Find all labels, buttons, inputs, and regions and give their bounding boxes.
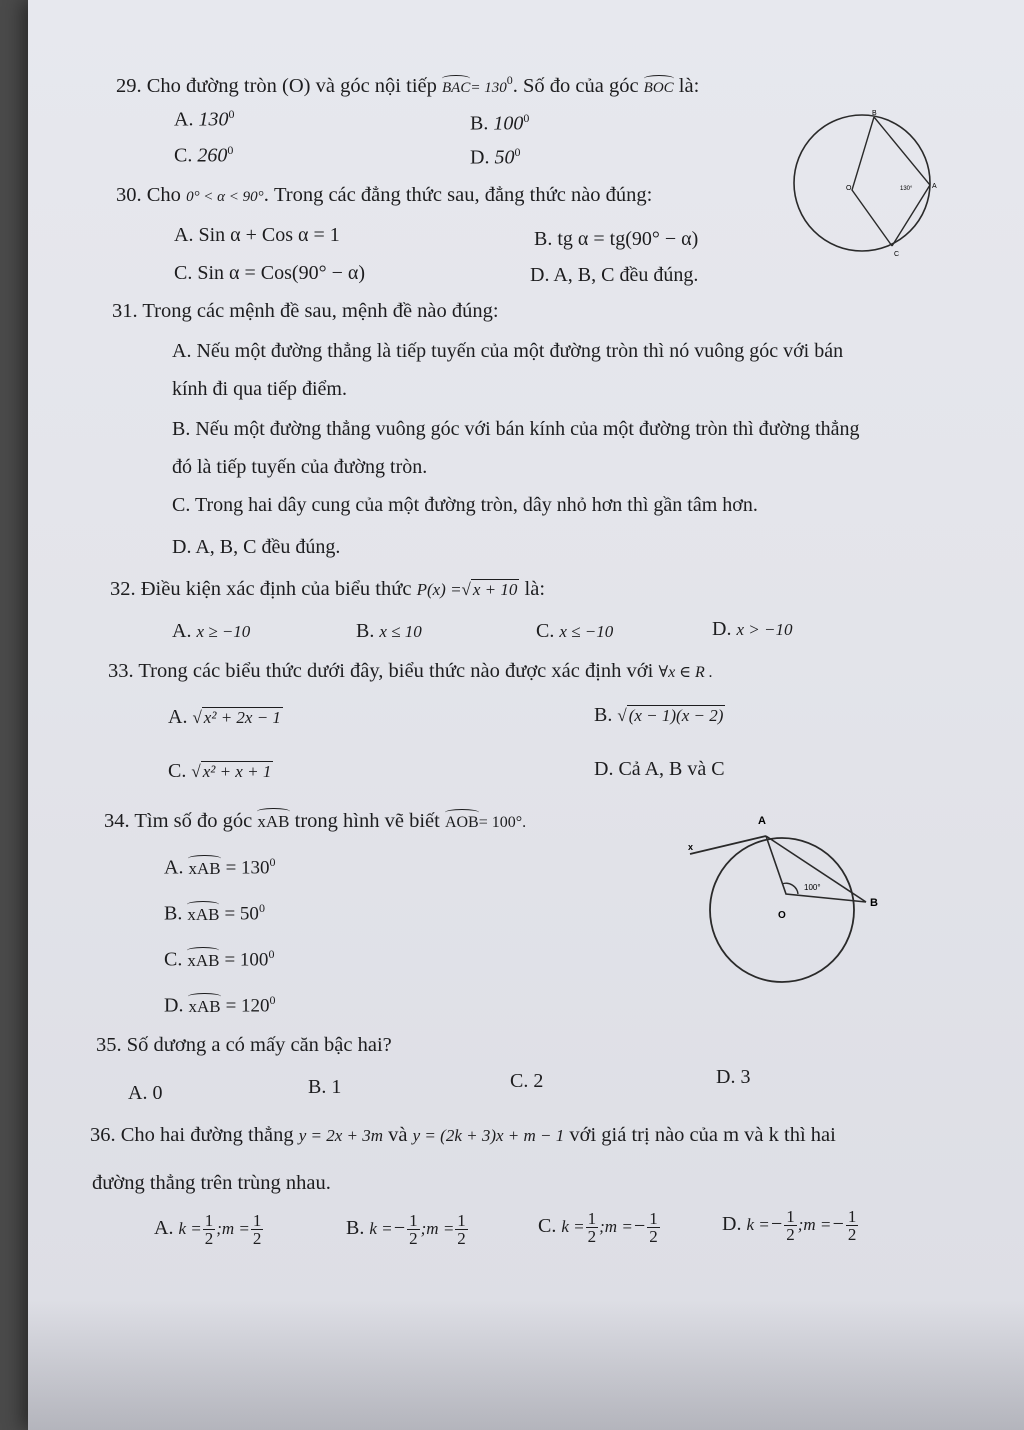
q34-stem-b: trong hình vẽ biết (294, 810, 440, 832)
q34-c-label: C. (164, 948, 183, 971)
q36-b-k-frac (407, 1212, 420, 1247)
q30-option-d (530, 264, 698, 286)
q33-condition: ∀x ∈ R . (658, 664, 713, 681)
q36-d-m-num: 1 (847, 1207, 857, 1226)
q36-b-k-den: 2 (409, 1229, 418, 1248)
q29-b-deg: 0 (523, 111, 530, 125)
q32-d-value: x > −10 (736, 620, 793, 639)
q29-a-deg: 0 (228, 107, 235, 121)
q34-option-d (164, 994, 276, 1018)
q31-line-c: C. Trong hai dây cung của một đường tròn, dây nhỏ hơn thì gần tâm hơn. (172, 494, 758, 516)
q34-angle-label: 100° (804, 883, 821, 892)
q36-d-m-sign: − (831, 1213, 845, 1236)
q34-tangent-xa (690, 836, 766, 854)
q29-option-c (174, 144, 233, 167)
q33-option-d (594, 758, 725, 780)
q33-option-a (168, 706, 283, 728)
q36-a-label: A. (154, 1217, 174, 1240)
q36-c-m-num: 1 (649, 1209, 658, 1228)
q34-d-angle: xAB (188, 996, 221, 1016)
q34-label-a: A (758, 815, 766, 827)
q36-b-m-num: 1 (457, 1211, 466, 1230)
q36-c-m: ;m = (599, 1217, 633, 1237)
q29-circle (794, 115, 930, 251)
q36-b-m-den: 2 (457, 1229, 466, 1248)
q33-a-label: A. (168, 706, 188, 728)
q36-eq2: y = (2k + 3)x + m − 1 (412, 1126, 565, 1145)
q36-d-m-den: 2 (847, 1225, 857, 1244)
q30-b-value: tg α = tg(90° − α) (557, 228, 699, 250)
q36-option-b (346, 1212, 469, 1247)
q29-label-o: O (846, 185, 852, 192)
q32-option-b (356, 620, 422, 642)
q34-d-deg: 0 (269, 993, 276, 1007)
q30-condition: 0° < α < 90° (186, 189, 264, 205)
q34-b-angle: xAB (187, 904, 220, 924)
q36-a-m-num: 1 (252, 1211, 262, 1230)
q33-b-sqrt: √ (x − 1)(x − 2) (617, 706, 724, 725)
q36-c-k-den: 2 (587, 1227, 597, 1246)
q35-b-label: B. (308, 1076, 327, 1098)
q29-label-b: B (872, 110, 877, 117)
q36-stem-text: 36. Cho hai đường thẳng (90, 1124, 294, 1146)
q29-stem-c: là: (678, 74, 700, 97)
q32-radicand: x + 10 (472, 580, 518, 599)
q29-stem-text: 29. Cho đường tròn (O) và góc nội tiếp (116, 74, 437, 97)
q36-stem-c: với giá trị nào của m và k thì hai (569, 1124, 836, 1146)
q34-d-value: = 120 (225, 995, 270, 1017)
q34-eq: = 100°. (478, 814, 527, 831)
q30-d-value: A, B, C đều đúng. (553, 264, 699, 286)
q29-option-d (470, 146, 520, 169)
q29-d-value: 50 (494, 146, 515, 169)
q30-option-a (174, 224, 340, 246)
q29-d-label: D. (470, 146, 490, 169)
q29-option-b (470, 112, 529, 135)
q29-option-a (174, 108, 234, 131)
q36-d-k-num: 1 (786, 1207, 795, 1226)
q32-d-label: D. (712, 618, 732, 640)
q34-c-value: = 100 (224, 949, 269, 971)
q29-d-deg: 0 (514, 145, 521, 159)
q36-c-k: k = (561, 1217, 585, 1237)
q36-c-m-den: 2 (649, 1227, 658, 1246)
q32-c-value: x ≤ −10 (559, 622, 614, 641)
q32-option-c (536, 620, 613, 642)
q33-c-label: C. (168, 760, 187, 782)
q36-a-m: ;m = (216, 1219, 250, 1239)
q36-a-k-num: 1 (204, 1211, 214, 1230)
q30-stem (116, 184, 652, 207)
q32-stem-b: là: (524, 578, 546, 600)
q33-c-sqrt: √ x² + x + 1 (191, 762, 272, 781)
q35-option-a (128, 1082, 162, 1104)
q36-option-a (154, 1212, 264, 1247)
q33-b-radicand: (x − 1)(x − 2) (628, 706, 724, 725)
q30-b-label: B. (534, 228, 553, 250)
q36-a-m-den: 2 (252, 1229, 262, 1248)
q36-c-m-sign: − (632, 1215, 647, 1238)
q33-option-b (594, 704, 725, 726)
q31-stem: 31. Trong các mệnh đề sau, mệnh đề nào đúng: (112, 300, 499, 322)
q29-a-label: A. (174, 108, 194, 131)
q31-line-b2: đó là tiếp tuyến của đường tròn. (172, 456, 428, 478)
q33-b-label: B. (594, 704, 613, 726)
q34-option-a (164, 856, 276, 880)
q36-option-d (722, 1208, 859, 1243)
q34-angle-aob: AOB (444, 814, 479, 831)
q29-stem-b: . Số đo của góc (512, 74, 639, 97)
paper-shadow (28, 1300, 1024, 1430)
q36-d-k-frac (784, 1208, 797, 1243)
q32-stem (110, 578, 545, 601)
q36-c-m-frac (647, 1210, 660, 1245)
q32-c-label: C. (536, 620, 555, 642)
q36-c-k-frac (586, 1210, 599, 1245)
q34-b-deg: 0 (258, 901, 265, 915)
q30-c-value: Sin α = Cos(90° − α) (197, 262, 365, 284)
q29-deg: 0 (506, 73, 513, 87)
q31-line-b1: B. Nếu một đường thẳng vuông góc với bán kính của một đường tròn thì đường thẳng (172, 418, 860, 440)
q34-d-label: D. (164, 994, 184, 1017)
q31-line-a1: A. Nếu một đường thẳng là tiếp tuyến của một đường tròn thì nó vuông góc với bán (172, 340, 844, 362)
q33-c-radicand: x² + x + 1 (202, 762, 272, 781)
q36-a-k-den: 2 (204, 1229, 214, 1248)
q33-option-c (168, 760, 273, 782)
q34-circle-figure (680, 808, 900, 988)
q36-option-c (538, 1210, 661, 1245)
q36-b-label: B. (346, 1217, 365, 1240)
q29-angle-boc: BOC (643, 79, 674, 96)
q35-b-value: 1 (331, 1076, 342, 1098)
q35-a-label: A. (128, 1082, 148, 1104)
q36-a-k: k = (178, 1219, 202, 1239)
q30-a-value: Sin α + Cos α = 1 (198, 224, 340, 246)
q33-a-sqrt: √ x² + 2x − 1 (192, 708, 281, 727)
q34-stem (104, 810, 526, 833)
q29-circle-figure (780, 108, 960, 268)
q36-eq1: y = 2x + 3m (298, 1126, 384, 1145)
q29-stem (116, 74, 699, 97)
q29-label-c: C (894, 251, 900, 258)
q35-c-value: 2 (533, 1070, 544, 1092)
q29-b-value: 100 (493, 112, 524, 135)
q36-b-k: k = (369, 1219, 393, 1239)
q33-stem (108, 660, 713, 683)
q34-label-o: O (778, 910, 786, 921)
q36-d-label: D. (722, 1213, 742, 1236)
q35-option-d (716, 1066, 750, 1088)
q30-option-b (534, 228, 698, 250)
q36-stem-b: và (388, 1124, 408, 1146)
q32-option-a (172, 620, 250, 642)
q36-b-m: ;m = (420, 1219, 455, 1239)
q29-chords-ba-ac (874, 117, 930, 246)
q34-a-value: = 130 (225, 857, 270, 879)
q36-d-m-frac (846, 1208, 859, 1243)
q34-angle-xab: xAB (257, 812, 290, 831)
q34-option-c (164, 948, 274, 972)
q35-d-label: D. (716, 1066, 736, 1088)
q29-eq: = 130 (470, 79, 507, 96)
q34-a-label: A. (164, 856, 184, 879)
q34-option-b (164, 902, 265, 926)
q30-a-label: A. (174, 224, 194, 246)
q29-a-value: 130 (198, 108, 229, 131)
q35-option-c (510, 1070, 543, 1092)
q29-c-label: C. (174, 144, 193, 167)
q32-expr-lhs: P(x) = (416, 580, 462, 599)
q29-b-label: B. (470, 112, 489, 135)
q32-sqrt: √ x + 10 (461, 580, 518, 599)
q34-c-deg: 0 (268, 947, 275, 961)
q32-option-d (712, 618, 792, 640)
q30-stem-b: . Trong các đẳng thức sau, đẳng thức nào đúng: (263, 184, 653, 206)
q36-d-k-den: 2 (786, 1225, 795, 1244)
q35-c-label: C. (510, 1070, 529, 1092)
q34-a-deg: 0 (269, 855, 276, 869)
q30-d-label: D. (530, 264, 550, 286)
q32-a-label: A. (172, 620, 192, 642)
q29-angle-bac: BAC (442, 79, 471, 96)
q32-stem-text: 32. Điều kiện xác định của biểu thức (110, 578, 412, 600)
q36-d-k-sign: − (769, 1213, 784, 1236)
q32-b-label: B. (356, 620, 375, 642)
q32-b-value: x ≤ 10 (379, 622, 422, 641)
q35-a-value: 0 (152, 1082, 163, 1104)
q30-stem-text: 30. Cho (116, 184, 181, 206)
q29-radii-bo-oc (852, 117, 892, 246)
q29-label-a: A (932, 183, 937, 190)
q29-angle-label: 130° (900, 186, 913, 192)
q29-c-deg: 0 (227, 143, 234, 157)
q31-line-d: D. A, B, C đều đúng. (172, 536, 341, 558)
q35-d-value: 3 (740, 1066, 751, 1088)
q34-b-value: = 50 (224, 903, 259, 925)
q35-stem: 35. Số dương a có mấy căn bậc hai? (96, 1034, 392, 1056)
q36-b-m-frac (455, 1212, 468, 1247)
q31-line-a2: kính đi qua tiếp điểm. (172, 378, 347, 400)
q36-b-k-num: 1 (409, 1211, 418, 1230)
q36-d-k: k = (746, 1215, 770, 1235)
q29-c-value: 260 (197, 144, 228, 167)
q36-stem-line2: đường thẳng trên trùng nhau. (92, 1172, 331, 1194)
q33-d-value: Cả A, B và C (618, 758, 725, 780)
q36-a-k-frac (203, 1212, 216, 1247)
q34-a-angle: xAB (188, 858, 221, 878)
q36-c-label: C. (538, 1215, 557, 1238)
q33-d-label: D. (594, 758, 614, 780)
q34-label-x: x (688, 842, 694, 852)
q33-stem-text: 33. Trong các biểu thức dưới đây, biểu thức nào được xác định với (108, 660, 654, 682)
q36-a-m-frac (251, 1212, 264, 1247)
q36-stem-line1 (90, 1124, 836, 1147)
q34-c-angle: xAB (187, 950, 220, 970)
q30-option-c (174, 262, 365, 284)
q32-a-value: x ≥ −10 (196, 622, 251, 641)
q34-b-label: B. (164, 902, 183, 925)
q30-c-label: C. (174, 262, 193, 284)
q33-a-radicand: x² + 2x − 1 (203, 708, 281, 727)
q36-b-k-sign: − (392, 1217, 407, 1240)
q36-c-k-num: 1 (587, 1209, 597, 1228)
q36-d-m: ;m = (797, 1215, 832, 1235)
q34-stem-text: 34. Tìm số đo góc (104, 810, 253, 832)
q35-option-b (308, 1076, 341, 1098)
q34-label-b: B (870, 897, 878, 909)
